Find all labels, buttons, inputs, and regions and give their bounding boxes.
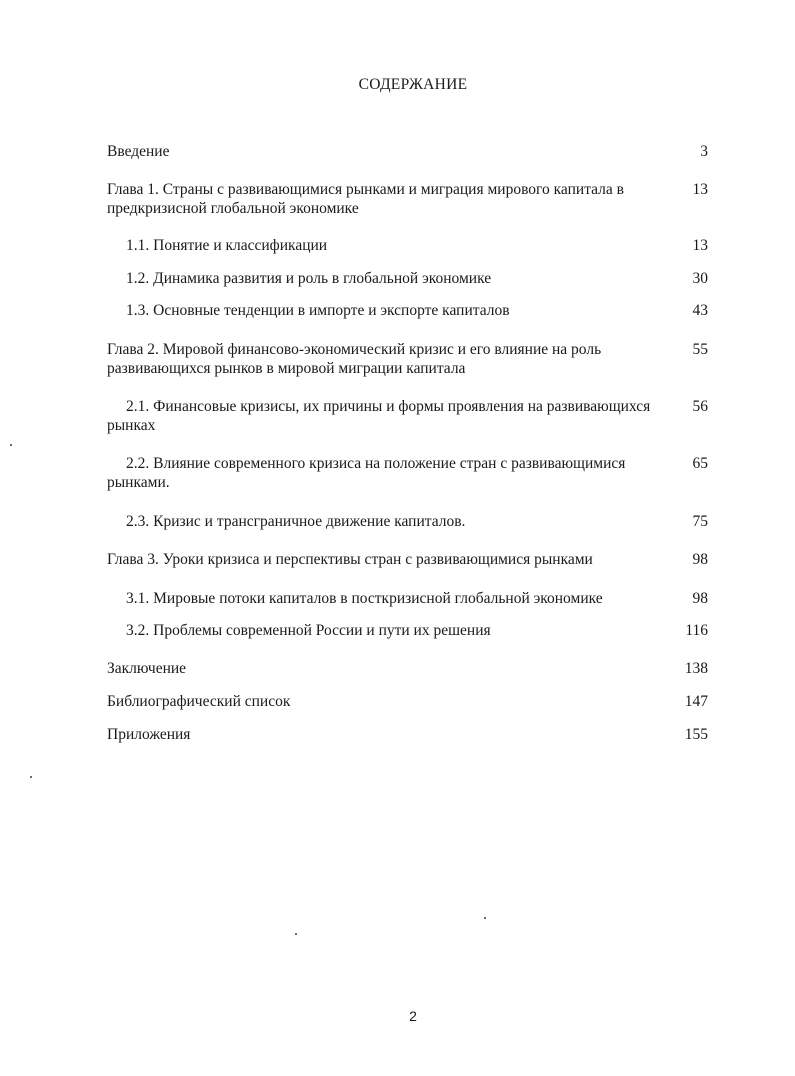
toc-entry-text: Библиографический список — [107, 693, 291, 710]
toc-entry-page: 98 — [692, 590, 708, 607]
toc-entry-text: 1.2. Динамика развития и роль в глобальной экономике — [126, 270, 492, 287]
toc-entry-page: 13 — [692, 237, 708, 254]
scan-speck — [295, 933, 297, 935]
toc-entry-page: 116 — [685, 622, 708, 639]
toc-entry-page: 98 — [692, 551, 708, 568]
toc-entry-page: 13 — [692, 181, 708, 198]
toc-entry-text: 2.1. Финансовые кризисы, их причины и формы проявления на развивающихся рынках — [107, 398, 651, 434]
toc-entry-chapter-3 — [107, 550, 708, 569]
toc-entry-page: 155 — [684, 726, 708, 743]
scan-speck — [30, 776, 32, 778]
scan-speck — [10, 444, 12, 446]
toc-entry-section-2-1 — [107, 397, 708, 435]
toc-entry-text: 1.3. Основные тенденции в импорте и экспорте капиталов — [126, 302, 510, 319]
toc-entry-page: 55 — [692, 341, 708, 358]
toc-entry-text: Глава 1. Страны с развивающимися рынками и миграция мирового капитала в предкризисной глобальной экономике — [107, 181, 624, 217]
toc-entry-text: Глава 3. Уроки кризиса и перспективы стран с развивающимися рынками — [107, 551, 593, 568]
toc-entry-text: Глава 2. Мировой финансово-экономический кризис и его влияние на роль развивающихся рынков в мировой миграции капитала — [107, 341, 602, 377]
toc-entry-page: 43 — [692, 302, 708, 319]
toc-entry-appendices — [107, 725, 708, 744]
toc-entry-section-2-2 — [107, 454, 708, 492]
toc-entry-page: 56 — [692, 398, 708, 415]
toc-entry-conclusion — [107, 659, 708, 678]
toc-entry-chapter-1 — [107, 180, 708, 218]
toc-entry-text: 2.3. Кризис и трансграничное движение капиталов. — [126, 513, 466, 530]
toc-entry-section-2-3 — [107, 512, 708, 531]
toc-entry-text: 3.1. Мировые потоки капиталов в посткризисной глобальной экономике — [126, 590, 603, 607]
toc-entry-page: 138 — [684, 660, 708, 677]
toc-entry-text: Введение — [107, 143, 170, 160]
toc-entry-text: 2.2. Влияние современного кризиса на положение стран с развивающимися рынками. — [107, 455, 626, 491]
toc-entry-chapter-2 — [107, 340, 708, 378]
toc-entry-text: Заключение — [107, 660, 187, 677]
toc-entry-section-1-3 — [107, 301, 708, 320]
toc-entry-section-3-2 — [107, 621, 708, 640]
page-number: 2 — [409, 1008, 417, 1024]
toc-entry-page: 75 — [692, 513, 708, 530]
page-title: СОДЕРЖАНИЕ — [358, 76, 468, 93]
toc-entry-text: Приложения — [107, 726, 191, 743]
toc-entry-text: 3.2. Проблемы современной России и пути их решения — [126, 622, 491, 639]
toc-entry-introduction — [107, 142, 708, 161]
toc-entry-page: 3 — [700, 143, 708, 160]
toc-entry-section-1-2 — [107, 269, 708, 288]
toc-entry-section-1-1 — [107, 236, 708, 255]
toc-entry-text: 1.1. Понятие и классификации — [126, 237, 328, 254]
toc-entry-page: 147 — [684, 693, 708, 710]
toc-entry-page: 30 — [692, 270, 708, 287]
toc-entry-bibliography — [107, 692, 708, 711]
scan-speck — [484, 917, 486, 919]
toc-entry-page: 65 — [692, 455, 708, 472]
toc-entry-section-3-1 — [107, 589, 708, 608]
